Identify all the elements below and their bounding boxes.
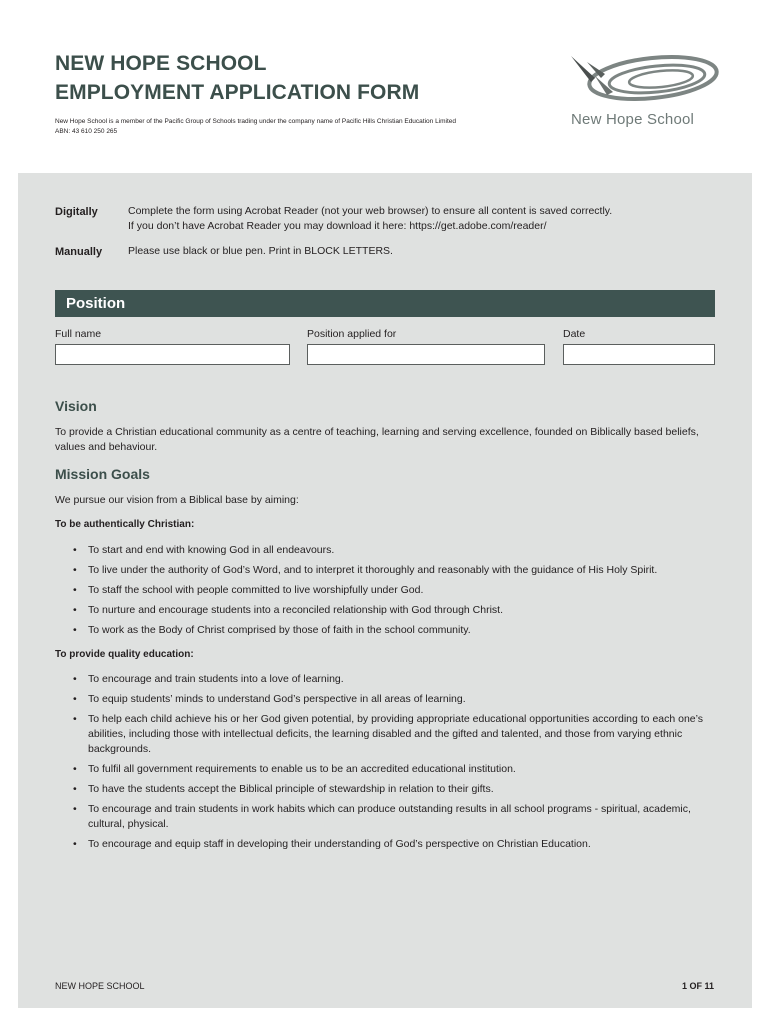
list-item: • To staff the school with people committed to live worshipfully under God. xyxy=(73,583,713,598)
vision-line-1: To provide a Christian educational community as a centre of teaching, learning and serving excellence, founded on Biblically based beliefs, xyxy=(55,426,699,438)
mission-heading: Mission Goals xyxy=(55,466,150,482)
list-item: • To have the students accept the Biblical principle of stewardship in relation to their gifts. xyxy=(73,782,713,797)
mission-subheading-education: To provide quality education: xyxy=(55,649,194,660)
position-applied-field[interactable] xyxy=(307,344,545,365)
education-goals-list xyxy=(73,672,713,857)
list-item: • To fulfil all government requirements to enable us to be an accredited educational institution. xyxy=(73,762,713,777)
manually-label: Manually xyxy=(55,246,103,258)
digitally-line-2: If you don’t have Acrobat Reader you may download it here: https://get.adobe.com/reader/ xyxy=(128,220,547,232)
list-item: • To live under the authority of God’s Word, and to interpret it thoroughly and reasonably with the guidance of His Holy Spirit. xyxy=(73,563,713,578)
date-label: Date xyxy=(563,328,586,340)
list-item: • To encourage and train students into a love of learning. xyxy=(73,672,713,687)
position-applied-label: Position applied for xyxy=(307,328,397,340)
full-name-field[interactable] xyxy=(55,344,290,365)
abn-number: ABN: 43 610 250 265 xyxy=(55,128,118,135)
logo-text: New Hope School xyxy=(571,111,695,128)
manually-text: Please use black or blue pen. Print in BLOCK LETTERS. xyxy=(128,245,393,257)
digitally-line-1: Complete the form using Acrobat Reader (not your web browser) to ensure all content is saved correctly. xyxy=(128,205,613,217)
christian-goals-list xyxy=(73,543,713,643)
date-field[interactable] xyxy=(563,344,715,365)
list-item: • To equip students’ minds to understand God’s perspective in all areas of learning. xyxy=(73,692,713,707)
list-item: • To help each child achieve his or her God given potential, by providing appropriate educational opportunities according to each one’s abilities, including those with intellectual deficits, the learning disabled and the gifted and talented, and those from varying ethnic backgrounds. xyxy=(73,712,713,757)
footer-school-name: NEW HOPE SCHOOL xyxy=(55,981,145,991)
document-title-line-1: NEW HOPE SCHOOL xyxy=(55,52,267,75)
list-item: • To nurture and encourage students into a reconciled relationship with God through Christ. xyxy=(73,603,713,618)
digitally-label: Digitally xyxy=(55,206,98,218)
position-section-header xyxy=(55,290,715,317)
list-item: • To start and end with knowing God in all endeavours. xyxy=(73,543,713,558)
mission-intro: We pursue our vision from a Biblical base by aiming: xyxy=(55,494,299,506)
list-item: • To work as the Body of Christ comprised by those of faith in the school community. xyxy=(73,623,713,638)
full-name-label: Full name xyxy=(55,328,102,340)
list-item: • To encourage and equip staff in developing their understanding of God’s perspective on Christian Education. xyxy=(73,837,713,852)
page-number: 1 OF 11 xyxy=(681,981,714,991)
list-item: • To encourage and train students in work habits which can produce outstanding results in all school programs - spiritual, academic, cultural, physical. xyxy=(73,802,713,832)
vision-line-2: values and behaviour. xyxy=(55,441,158,453)
mission-subheading-christian: To be authentically Christian: xyxy=(55,519,195,530)
vision-heading: Vision xyxy=(55,398,97,414)
member-note: New Hope School is a member of the Pacific Group of Schools trading under the company name of Pacific Hills Christian Education Limited xyxy=(55,118,457,125)
position-section-title: Position xyxy=(66,295,126,312)
document-title-line-2: EMPLOYMENT APPLICATION FORM xyxy=(55,81,420,104)
